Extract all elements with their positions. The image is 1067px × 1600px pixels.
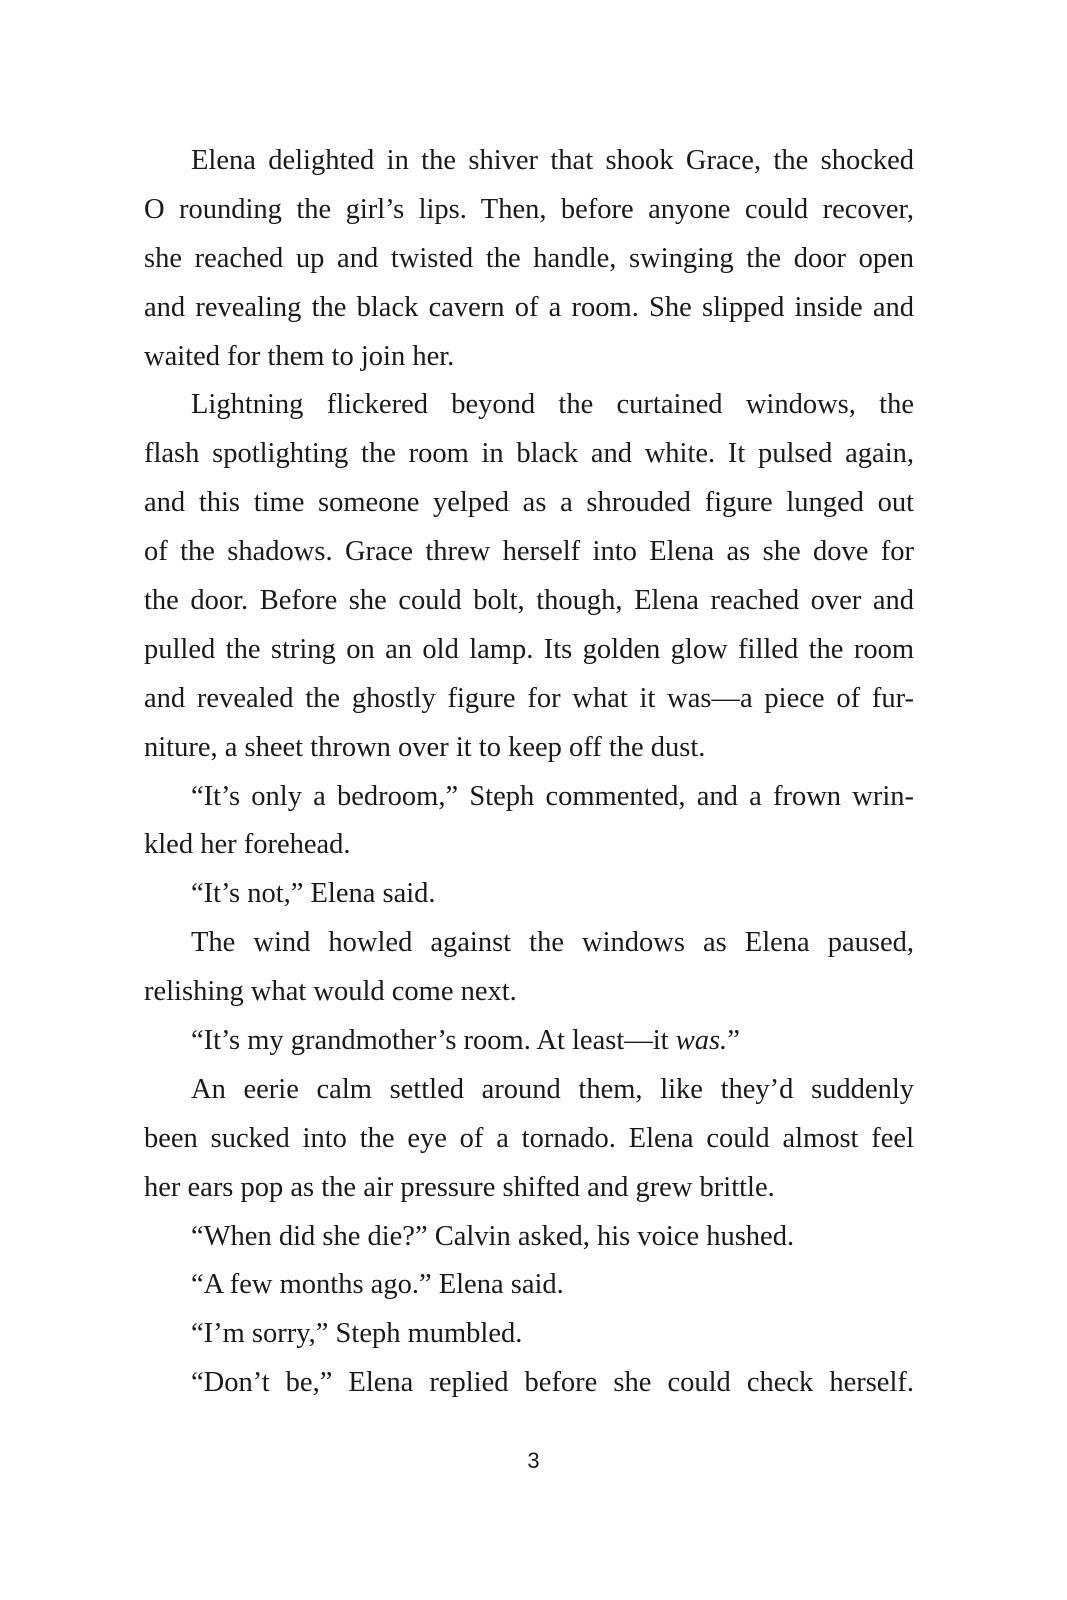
text-line: pulled the string on an old lamp. Its golden glow filled the room	[144, 633, 914, 665]
text-line: Lightning flickered beyond the curtained windows, the	[191, 389, 914, 421]
text-line: and revealing the black cavern of a room. She slipped inside and	[144, 291, 914, 323]
text-line: “A few months ago.” Elena said.	[191, 1269, 564, 1301]
text-line: niture, a sheet thrown over it to keep off the dust.	[144, 731, 706, 763]
text-line: she reached up and twisted the handle, swinging the door open	[144, 242, 914, 274]
text-line: her ears pop as the air pressure shifted and grew brittle.	[144, 1171, 775, 1203]
text-line: An eerie calm settled around them, like they’d suddenly	[191, 1073, 914, 1105]
text-line	[144, 1017, 914, 1066]
text-line: O rounding the girl’s lips. Then, before anyone could recover,	[144, 193, 914, 225]
text-line: been sucked into the eye of a tornado. Elena could almost feel	[144, 1122, 914, 1154]
text-line: of the shadows. Grace threw herself into Elena as she dove for	[144, 536, 914, 568]
text-line: Elena delighted in the shiver that shook Grace, the shocked	[191, 145, 914, 176]
body-text	[144, 137, 914, 1408]
text-line: The wind howled against the windows as Elena paused,	[191, 927, 914, 959]
text-line: and this time someone yelped as a shrouded figure lunged out	[144, 487, 914, 519]
text-line: kled her forehead.	[144, 829, 351, 861]
text-line: relishing what would come next.	[144, 976, 517, 1008]
text-line: “I’m sorry,” Steph mumbled.	[191, 1318, 523, 1350]
italic-word: was.	[675, 1025, 728, 1057]
text-line: “Don’t be,” Elena replied before she could check herself.	[191, 1367, 914, 1399]
text-line: and revealed the ghostly figure for what it was—a piece of fur-	[144, 682, 914, 714]
text-line: the door. Before she could bolt, though, Elena reached over and	[144, 585, 914, 617]
page-number: 3	[527, 1448, 540, 1473]
text-line: waited for them to join her.	[144, 340, 455, 372]
closing-quote: ”	[727, 1025, 740, 1057]
text-line: flash spotlighting the room in black and white. It pulsed again,	[144, 438, 914, 470]
text-line: “When did she die?” Calvin asked, his voice hushed.	[191, 1220, 795, 1252]
text-line: “It’s only a bedroom,” Steph commented, and a frown wrin-	[191, 780, 914, 812]
text-run: “It’s my grandmother’s room. At least—it	[191, 1025, 676, 1057]
text-line: “It’s not,” Elena said.	[191, 878, 436, 910]
